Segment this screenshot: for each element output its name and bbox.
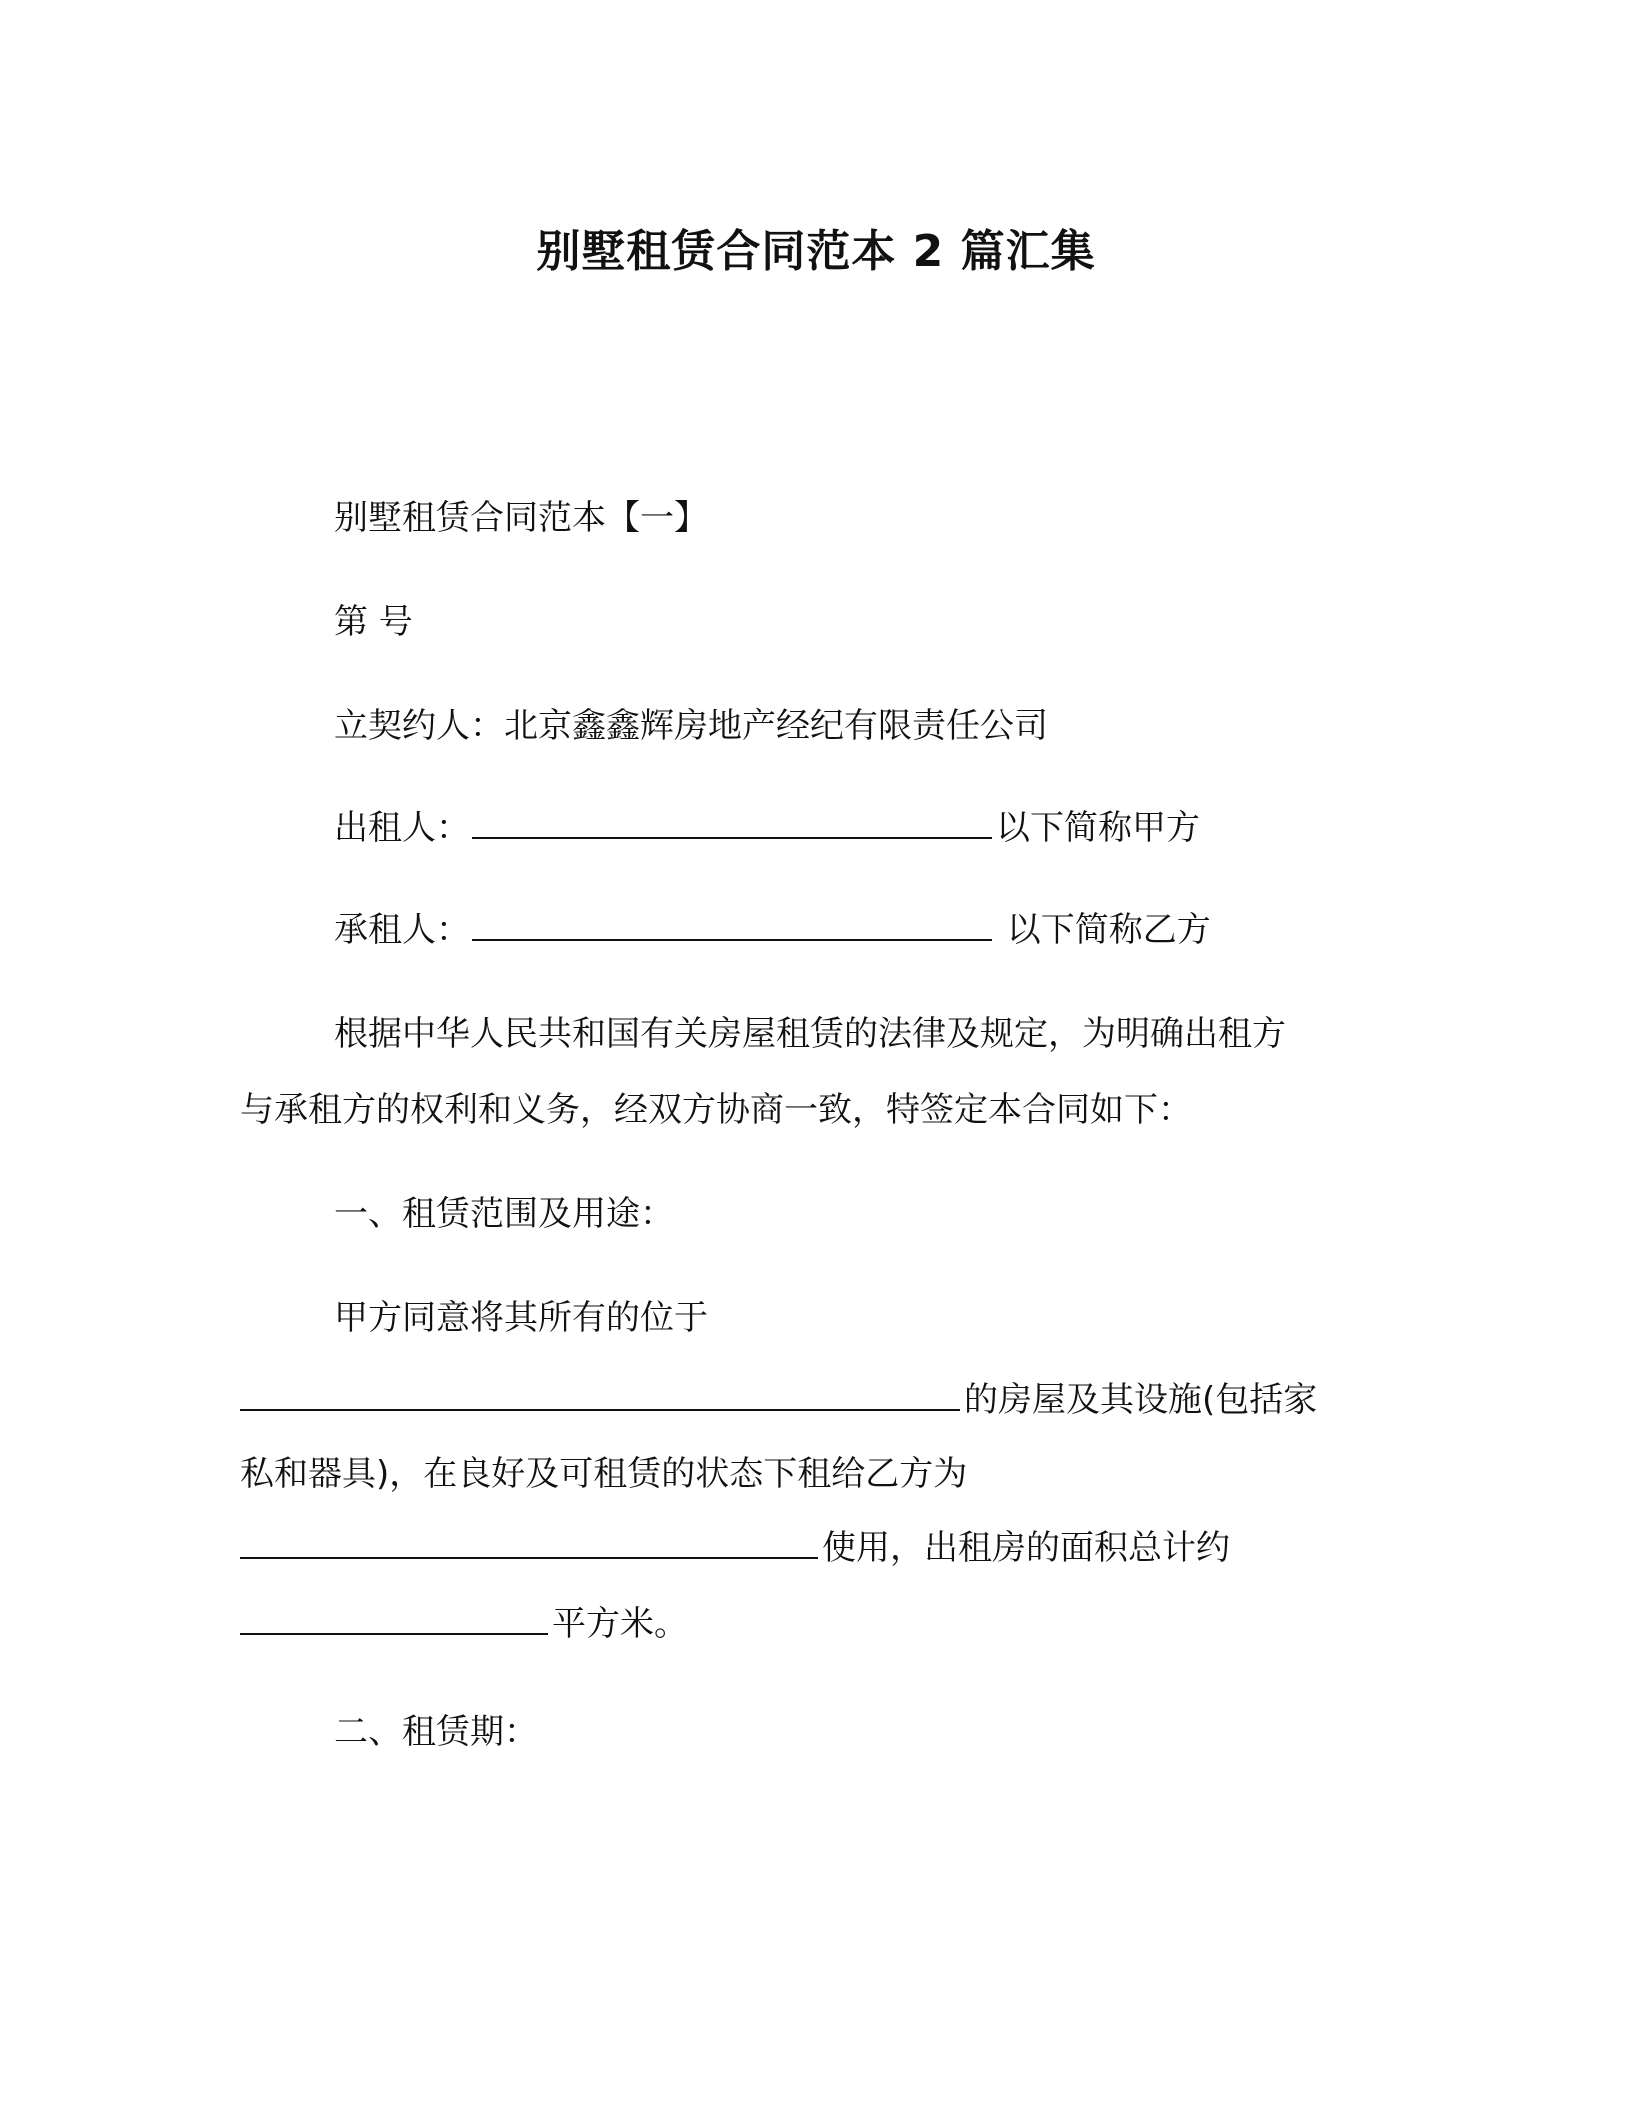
clause-1-heading: 一、租赁范围及用途： [334, 1194, 674, 1234]
preamble-line-1: 根据中华人民共和国有关房屋租赁的法律及规定，为明确出租方 [334, 1014, 1286, 1054]
area-blank[interactable] [240, 1603, 548, 1635]
lessor-name-blank[interactable] [472, 807, 992, 839]
preamble-line-2: 与承租方的权利和义务，经双方协商一致，特签定本合同如下： [240, 1090, 1192, 1130]
lessee-line [334, 906, 1211, 954]
clause-1-line-5 [240, 1600, 688, 1648]
clause-1-line-2-text: 的房屋及其设施(包括家 [964, 1380, 1318, 1420]
contractor-line: 立契约人：北京鑫鑫辉房地产经纪有限责任公司 [334, 706, 1048, 746]
lessee-name-blank[interactable] [472, 909, 992, 941]
clause-1-line-1: 甲方同意将其所有的位于 [334, 1298, 708, 1338]
clause-1-line-4-text: 使用，出租房的面积总计约 [822, 1528, 1230, 1568]
contract-number-line: 第 号 [334, 602, 413, 642]
document-title: 别墅租赁合同范本 2 篇汇集 [536, 226, 1096, 277]
lessee-suffix: 以下简称乙方 [996, 910, 1211, 950]
section-heading: 别墅租赁合同范本【一】 [334, 498, 708, 538]
clause-2-heading: 二、租赁期： [334, 1712, 538, 1752]
clause-1-line-3: 私和器具)，在良好及可租赁的状态下租给乙方为 [240, 1454, 968, 1494]
clause-1-line-4 [240, 1524, 1230, 1572]
lessor-suffix: 以下简称甲方 [996, 808, 1200, 848]
property-location-blank[interactable] [240, 1379, 960, 1411]
clause-1-line-5-text: 平方米。 [552, 1604, 688, 1644]
usage-purpose-blank[interactable] [240, 1527, 818, 1559]
lessee-label: 承租人： [334, 910, 470, 950]
lessor-label: 出租人： [334, 808, 470, 848]
clause-1-line-2 [240, 1376, 1317, 1424]
lessor-line [334, 804, 1200, 852]
